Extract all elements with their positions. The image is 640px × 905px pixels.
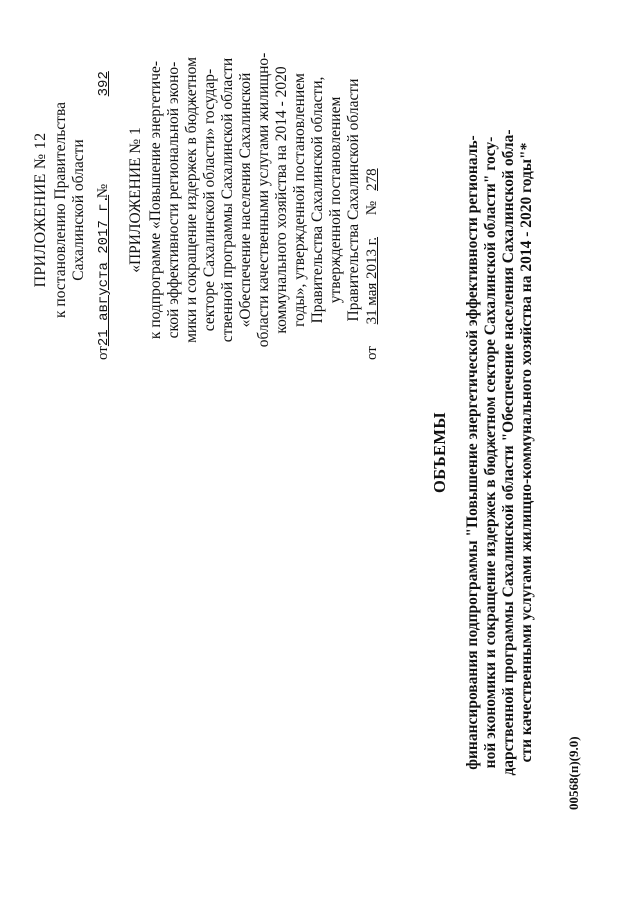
appendix-1-block [125,40,381,360]
appendix-12-number: 392 [96,71,112,97]
heading-line: ной экономики и сокращение издержек в бюджетном секторе Сахалинской области" госу- [482,136,499,769]
appendix-1-date: 31 мая 2013 г. [364,236,380,325]
appendix-1-line: к подпрограмме «Повышение энергетиче- [147,60,164,340]
appendix-12-date: 21 августа 2017 г. [96,194,112,347]
appendix-1-date-row [363,40,381,360]
appendix-1-number: 278 [364,168,380,191]
appendix-1-line: ственной программы Сахалинской области [219,57,236,343]
heading-line: финансирования подпрограммы "Повышение энергетической эффективности региональ- [464,135,481,770]
appendix-12-title: ПРИЛОЖЕНИЕ № 12 [32,132,49,288]
heading-line: дарственной программы Сахалинской области "Обеспечение населения Сахалинской обла- [500,129,517,776]
appendix-12-line-2: Сахалинской области [70,139,87,281]
document-code: 00568(п)(9.0) [566,736,581,810]
appendix-12-date-row [94,60,113,360]
appendix-12-number-sign: № [95,183,111,199]
heading-title: ОБЪЕМЫ [430,412,449,493]
appendix-1-line: области качественными услугами жилищно- [255,52,272,348]
appendix-1-number-sign: № [364,200,380,216]
appendix-1-line: ской эффективности региональной эконо- [165,61,182,339]
appendix-1-line: секторе Сахалинской области» государ- [201,68,218,332]
appendix-12-header [30,60,113,360]
appendix-1-from-label: от [364,346,380,360]
appendix-1-line: Правительства Сахалинской области, [309,76,326,324]
appendix-1-line: «Обеспечение населения Сахалинской [237,72,254,328]
document-heading [430,0,536,905]
heading-line: сти качественными услугами жилищно-коммунального хозяйства на 2014 - 2020 годы"* [518,142,535,763]
appendix-1-line: мики и сокращение издержек в бюджетном [183,57,200,343]
appendix-1-line: коммунального хозяйства на 2014 - 2020 [273,66,290,334]
appendix-1-line: Правительства Сахалинской области [345,78,362,322]
appendix-12-from-label: от [95,346,111,360]
appendix-1-line: годы», утвержденной постановлением [291,73,308,327]
appendix-1-title: «ПРИЛОЖЕНИЕ № 1 [127,127,144,273]
appendix-12-line-1: к постановлению Правительства [52,102,69,318]
appendix-1-line: утвержденной постановлением [327,96,344,304]
